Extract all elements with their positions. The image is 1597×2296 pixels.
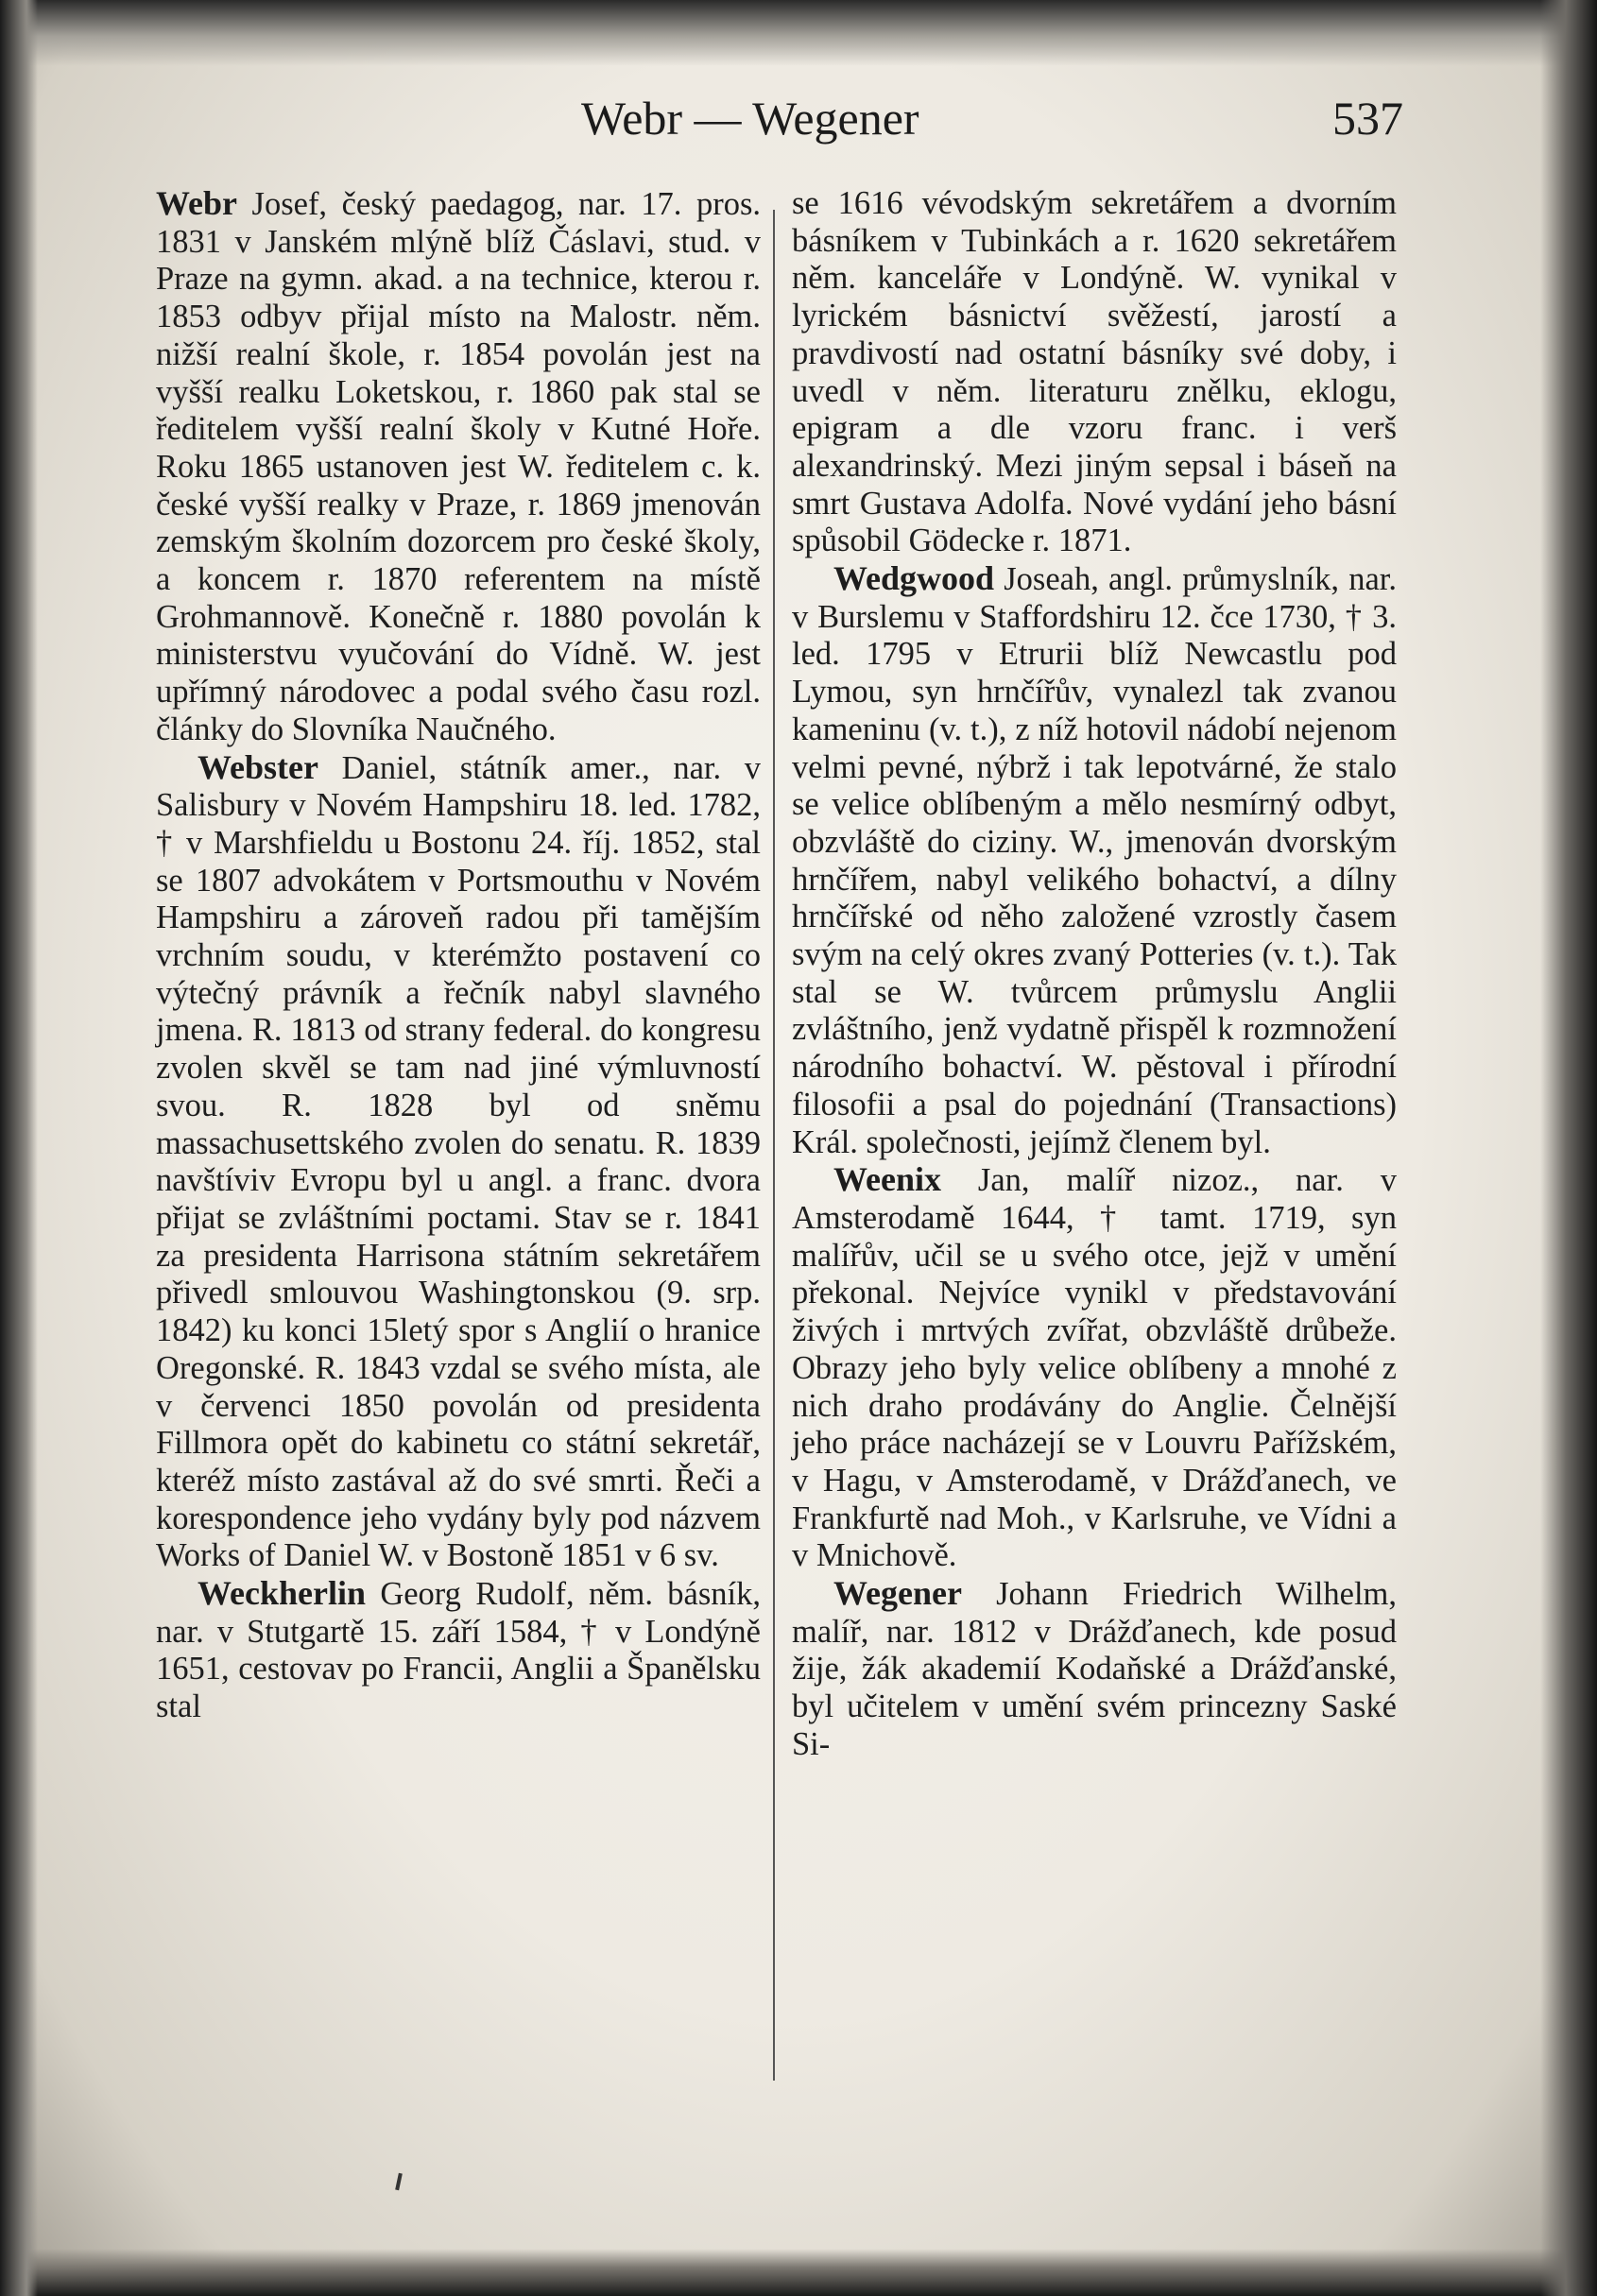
entry-text: Jan, malíř nizoz., nar. v Amsterodamě 1644, † tamt. 1719, syn malířův, učil se u svého otce, jejž v umění překonal. Nejvíce vynikl v představování živých i mrtvých zvířat, obzvláště drůbeže. Obrazy jeho byly velice oblíbeny a mnohé z nich draho prodávány do Anglie. Čelnější jeho práce nacházejí se v Louvru Pařížském, v Hagu, v Amsterodamě, v Drážďanech, ve Frankfurtě nad Moh., v Karlsruhe, ve Vídni a v Mnichově. bbox=[792, 1162, 1398, 1574]
scan-shadow-bottom bbox=[0, 2249, 1597, 2296]
entry-text: Johann Friedrich Wilhelm, malíř, nar. 1812 v Drážďanech, kde posud žije, žák akademií Kodaňské a Drážďanské, byl učitelem v umění svém princezny Saské Si- bbox=[792, 1576, 1397, 1762]
headword: Weckherlin bbox=[197, 1574, 366, 1613]
left-column bbox=[156, 185, 761, 1726]
headword: Webr bbox=[156, 184, 237, 222]
entry-weenix bbox=[792, 1161, 1397, 1575]
headword: Webster bbox=[197, 747, 318, 786]
entry-webr bbox=[156, 185, 761, 749]
entry-text: Josef, český paedagog, nar. 17. pros. 1831 v Janském mlýně blíž Čáslavi, stud. v Praze na gymn. akad. a na technice, kterou r. 1853 odbyv přijal místo na Malostr. něm. nižší realní škole, r. 1854 povolán jest na vyšší realku Loketskou, r. 1860 pak stal se ředitelem vyšší realní školy v Kutné Hoře. Roku 1865 ustanoven jest W. ředitelem c. k. české vyšší realky v Praze, r. 1869 jmenován zemským školním dozorcem pro české školy, a koncem r. 1870 referentem na místě Grohmannově. Konečně r. 1880 povolán k ministerstvu vyučování do Vídně. W. jest upřímný národovec a podal svého času rozl. články do Slovníka Naučného. bbox=[156, 186, 761, 747]
entry-text: se 1616 vévodským sekretářem a dvorním básníkem v Tubinkách a r. 1620 sekretářem něm. kanceláře v Londýně. W. vynikal v lyrickém básnictví svěžestí, jarostí a pravdivostí nad ostatní básníky své doby, i uvedl v něm. literaturu znělku, eklogu, epigram a dle vzoru franc. i verš alexandrinský. Mezi jiným sepsal i báseň na smrt Gustava Adolfa. Nové vydání jeho básní spůsobil Gödecke r. 1871. bbox=[792, 185, 1397, 559]
right-column bbox=[792, 185, 1397, 1764]
entry-text: Daniel, státník amer., nar. v Salisbury v Novém Hampshiru 18. led. 1782, † v Marshfieldu u Bostonu 24. říj. 1852, stal se 1807 advokátem v Portsmouthu v Novém Hampshiru a zároveň radou při tamějším vrchním soudu, v kterémžto postavení co výtečný právník a řečník nabyl slavného jmena. R. 1813 od strany federal. do kongresu zvolen skvěl se tam nad jiné výmluvností svou. R. 1828 byl od sněmu massachusettského zvolen do senatu. R. 1839 navštíviv Evropu byl u angl. a franc. dvora přijat se zvláštními poctami. Stav se r. 1841 za presidenta Harrisona státním sekretářem přivedl smlouvou Washingtonskou (9. srp. 1842) ku konci 15letý spor s Anglií o hranice Oregonské. R. 1843 vzdal se svého místa, ale v červenci 1850 povolán od presidenta Fillmora opět do kabinetu co státní sekretář, kteréž místo zastával až do své smrti. Řeči a korespondence jeho vydány byly pod názvem Works of Daniel W. v Bostoně 1851 v 6 sv. bbox=[156, 749, 761, 1574]
entry-wedgwood bbox=[792, 560, 1397, 1161]
entry-weckherlin bbox=[156, 1575, 761, 1726]
entry-weckherlin-continued bbox=[792, 185, 1397, 560]
running-head-title: Webr — Wegener bbox=[581, 92, 919, 145]
page-number: 537 bbox=[1332, 92, 1403, 145]
entry-text: Joseah, angl. průmyslník, nar. v Burslemu v Staffordshiru 12. čce 1730, † 3. led. 1795 v Etrurii blíž Newcastlu pod Lymou, syn hrnčířův, vynalezl tak zvanou kameninu (v. t.), z níž hotovil nádobí nejenom velmi pevné, nýbrž i tak lepotvárné, že stalo se velice oblíbeným a mělo nesmírný odbyt, obzvláště do ciziny. W., jmenován dvorským hrnčířem, nabyl velikého bohactví, a dílny hrnčířské od něho založené vzrostly časem svým na celý okres zvaný Potteries (v. t.). Tak stal se W. tvůrcem průmyslu Anglii zvláštního, jenž vydatně přispěl k rozmnožení národního bohactví. W. pěstoval i přírodní filosofii a psal do pojednání (Transactions) Král. společnosti, jejímž členem byl. bbox=[792, 561, 1397, 1160]
headword: Wedgwood bbox=[833, 559, 995, 598]
running-head bbox=[156, 91, 1403, 157]
column-divider bbox=[773, 210, 775, 2081]
headword: Wegener bbox=[833, 1574, 962, 1613]
headword: Weenix bbox=[833, 1160, 941, 1199]
entry-webster bbox=[156, 749, 761, 1575]
scan-shadow-left bbox=[0, 0, 38, 2296]
stray-ink-mark bbox=[395, 2173, 403, 2190]
entry-wegener bbox=[792, 1575, 1397, 1764]
scan-shadow-right bbox=[1540, 0, 1597, 2296]
scan-shadow-top bbox=[0, 0, 1597, 66]
entry-text: Georg Rudolf, něm. básník, nar. v Stutgartě 15. září 1584, † v Londýně 1651, cestovav po Francii, Anglii a Španělsku stal bbox=[156, 1576, 762, 1725]
